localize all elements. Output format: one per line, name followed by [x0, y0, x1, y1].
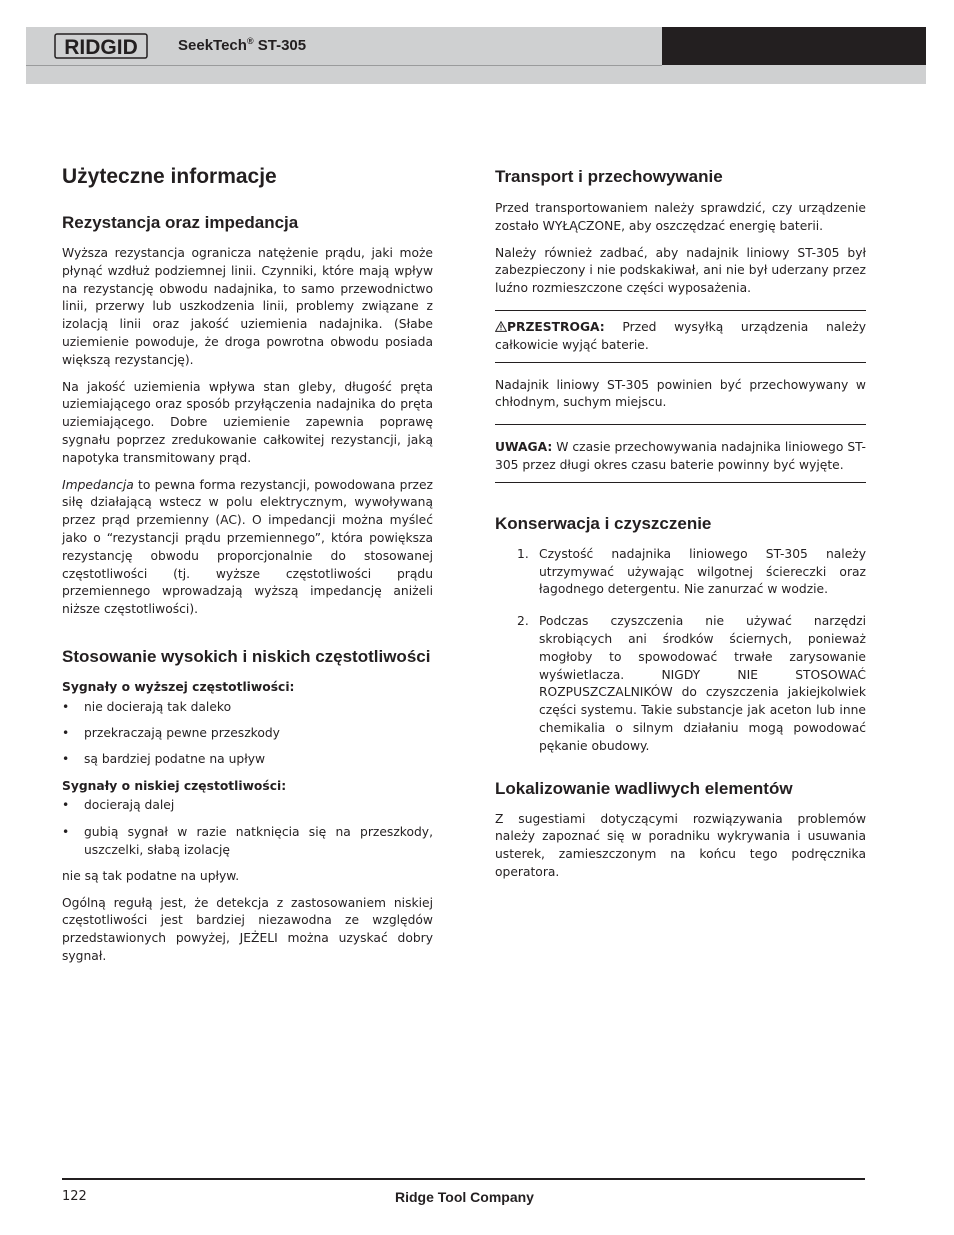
list-item: 1. Czystość nadajnika liniowego ST-305 należy utrzymywać używając wilgotnej ściereczki oraz łagodnego detergentu. Nie zanurzać w wodzie. [517, 546, 866, 597]
section-heading-frequencies: Stosowanie wysokich i niskich częstotliwości [62, 646, 431, 666]
paragraph: Wyższa rezystancja ogranicza natężenie prądu, jaki może płynąć wzdłuż podziemnej linii. Czynniki, które mają wpływ na rezystancję obwodu nadajnika, to samo przewodnictwo linii, przerwy lub uszkodzenia linii, problemy związane z izolacją linii oraz jakość uziemienia nadajnika. (Słabe uziemienie powoduje, że droga powrotna obwodu posiada większą rezystancję). [62, 246, 433, 367]
term-italic: Impedancja [62, 477, 134, 492]
warning-triangle-icon [495, 321, 507, 332]
paragraph: nie są tak podatne na upływ. [62, 868, 240, 883]
section-heading-troubleshooting: Lokalizowanie wadliwych elementów [495, 778, 793, 798]
storage-block [495, 363, 866, 425]
svg-text:RIDGID: RIDGID [64, 36, 138, 59]
subheading-low: Sygnały o niskiej częstotliwości: [62, 778, 287, 793]
paragraph: Należy również zadbać, aby nadajnik liniowy ST-305 był zabezpieczony i nie podskakiwał, ani nie był uderzany przez luźno rozmieszczone części wyposażenia. [495, 245, 866, 296]
list-item: • są bardziej podatne na upływ [62, 751, 433, 769]
model-name: SeekTech® ST-305 [178, 36, 307, 54]
caution-label: PRZESTROGA: [507, 319, 605, 334]
note-box [495, 424, 866, 483]
caution-text: PRZESTROGA: Przed wysyłką urządzenia należy całkowicie wyjąć baterie. [495, 319, 866, 352]
paragraph: Impedancja to pewna forma rezystancji, powodowana przez siłę działającą wstecz w polu elektrycznym, wywoływaną przez prąd przemienny (AC). O impedancji można myśleć jako o “rezystancji prądu przemiennego”, która powiększa rezystancję obwodu proporcjonalnie do stosowanej częstotliwości (tj. wyższe częstotliwości prądu przemiennego wprowadzają wyższą impedancję aniżeli niższe częstotliwości). [62, 477, 433, 617]
header-black-block [662, 27, 926, 65]
left-column [62, 162, 433, 975]
bullet-list-high [62, 699, 433, 769]
page-number: 122 [62, 1189, 87, 1204]
note-label: UWAGA: [495, 440, 553, 455]
section-heading-transport: Transport i przechowywanie [495, 167, 723, 186]
section-heading-resistance: Rezystancja oraz impedancja [62, 213, 299, 232]
subheading-high: Sygnały o wyższej częstotliwości: [62, 679, 295, 694]
note-text: UWAGA: W czasie przechowywania nadajnika liniowego ST-305 przez długi okres czasu baterie powinny być wyjęte. [495, 440, 866, 472]
caution-box [495, 310, 866, 363]
list-item: 2. Podczas czyszczenia nie używać narzędzi skrobiących ani środków ściernych, ponieważ mogłoby to spowodować trwałe zarysowanie wyświetlacza. NIGDY NIE STOSOWAĆ ROZPUSZCZALNIKÓW do czyszczenia jakiejkolwiek części systemu. Takie substancje jak aceton lub inne chemikalia o silnym działaniu mogą powodować pękanie obudowy. [517, 614, 866, 753]
paragraph: Przed transportowaniem należy sprawdzić, czy urządzenie zostało WYŁĄCZONE, aby oszczędzać energię baterii. [495, 201, 866, 233]
paragraph: Nadajnik liniowy ST-305 powinien być przechowywany w chłodnym, suchym miejscu. [495, 377, 866, 410]
list-item: • przekraczają pewne przeszkody [62, 725, 433, 743]
paragraph: Na jakość uziemienia wpływa stan gleby, długość pręta uziemiającego oraz sposób przyłączenia nadajnika do pręta uziemiającego. Dobre uziemienie zapewnia poprawę sygnału poprzez zredukowanie całkowitej rezystancji, jaką napotyka transmitowany prąd. [62, 379, 433, 465]
header-divider [26, 65, 662, 66]
section-heading-maintenance: Konserwacja i czyszczenie [495, 513, 712, 533]
bullet-list-low [62, 797, 433, 859]
list-item: • gubią sygnał w razie natknięcia się na przeszkody, uszczelki, słabą izolację [62, 824, 433, 860]
page-title: Użyteczne informacje [62, 165, 277, 188]
footer-divider [62, 1178, 865, 1180]
right-column [495, 164, 866, 891]
paragraph: Z sugestiami dotyczącymi rozwiązywania problemów należy zapoznać się w poradniku wykrywania i usuwania usterek, zamieszczonym na końcu tego podręcznika operatora. [495, 811, 866, 879]
paragraph: Ogólną regułą jest, że detekcja z zastosowaniem niskiej częstotliwości jest bardziej niezawodna ze względów przedstawionych powyżej, JEŻELI można uzyskać dobry sygnał. [62, 895, 433, 963]
ridgid-logo [54, 30, 148, 62]
numbered-list [495, 546, 866, 756]
list-item: • nie docierają tak daleko [62, 699, 433, 717]
list-item: • docierają dalej [62, 797, 433, 815]
footer-company: Ridge Tool Company [395, 1189, 534, 1205]
